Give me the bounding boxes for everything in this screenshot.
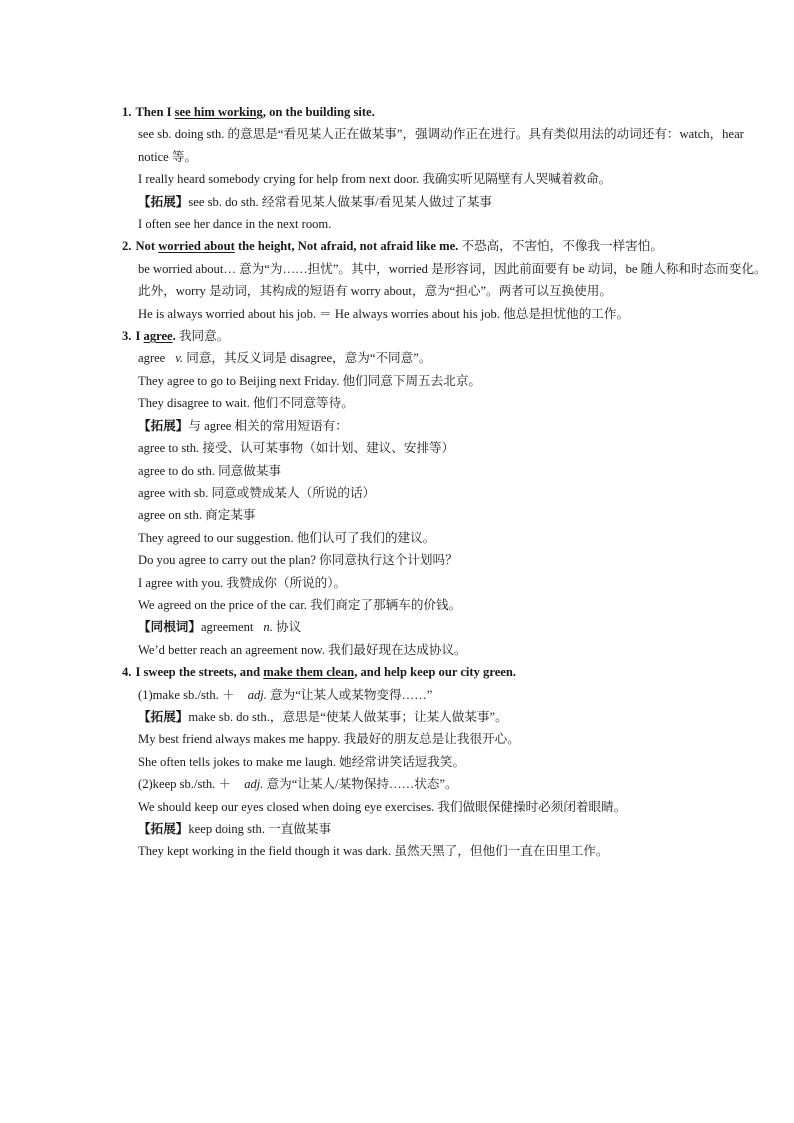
part-of-speech: v. <box>175 351 184 366</box>
note-tag: 【拓展】 <box>138 822 189 836</box>
heading-text: Not <box>135 239 159 254</box>
note-line: agree to do sth. 同意做某事 <box>138 463 282 478</box>
part-of-speech: n. <box>263 620 273 635</box>
part-of-speech: adj. <box>244 777 264 792</box>
part-of-speech: adj. <box>247 687 267 702</box>
note-tag: 【同根词】 <box>138 620 201 635</box>
heading-translation: 我同意。 <box>175 329 230 344</box>
section-number: 4. <box>122 665 132 680</box>
note-line: I really heard somebody crying for help from next door. 我确实听见隔壁有人哭喊着救命。 <box>138 172 612 187</box>
note-line: He is always worried about his job. ＝ He always worries about his job. 他总是担忧他的工作。 <box>138 306 630 321</box>
heading-text-rest: . <box>172 329 176 344</box>
note-line: 此外，worry 是动词，其构成的短语有 worry about，意为“担心”。两者可以互换使用。 <box>138 284 612 299</box>
note-text: keep doing sth. 一直做某事 <box>188 822 332 836</box>
note-line <box>122 616 794 638</box>
heading-text: I sweep the streets, and <box>135 665 264 680</box>
note-line: We should keep our eyes closed when doing eye exercises. 我们做眼保健操时必须闭着眼睛。 <box>138 799 627 814</box>
note-term: (1)make sb./sth. ＋ <box>138 687 238 702</box>
note-line: We agreed on the price of the car. 我们商定了那辆车的价钱。 <box>138 597 462 612</box>
note-text: 同意，其反义词是 disagree，意为“不同意”。 <box>183 351 432 366</box>
heading-text-rest: , and help keep our city green. <box>354 665 517 680</box>
heading-underlined-phrase: make them clean <box>263 665 355 680</box>
note-line <box>122 684 794 706</box>
note-line: I agree with you. 我赞成你（所说的）。 <box>138 575 347 590</box>
note-line: agree with sb. 同意或赞成某人（所说的话） <box>138 485 376 500</box>
note-line: My best friend always makes me happy. 我最好的朋友总是让我很开心。 <box>138 732 520 747</box>
note-term: agreement <box>200 620 254 635</box>
note-line <box>122 818 794 840</box>
note-line <box>122 347 794 369</box>
heading-text: I <box>135 329 144 344</box>
note-line: be worried about… 意为“为……担忧”。其中，worried 是形容词，因此前面要有 be 动词，be 随人称和时态而变化。 <box>138 261 767 276</box>
heading-text-rest: , on the building site. <box>262 105 375 119</box>
section-number: 1. <box>122 105 132 119</box>
note-text: 意为“让某人或某物变得……” <box>266 687 433 702</box>
note-line: They agreed to our suggestion. 他们认可了我们的建议。 <box>138 530 436 545</box>
note-text: 协议 <box>272 620 302 635</box>
note-line: They agree to go to Beijing next Friday. 他们同意下周五去北京。 <box>138 373 482 388</box>
section-heading <box>122 235 794 257</box>
note-text: see sb. do sth. 经常看见某人做某事/看见某人做过了某事 <box>188 194 493 209</box>
note-text: 与 agree 相关的常用短语有： <box>188 418 348 433</box>
heading-text: Then I <box>135 105 175 119</box>
note-tag: 【拓展】 <box>138 418 189 433</box>
note-term: (2)keep sb./sth. ＋ <box>138 777 235 792</box>
heading-text-rest: the height, Not afraid, not afraid like me. <box>234 239 459 254</box>
note-line: They kept working in the field though it was dark. 虽然天黑了，但他们一直在田里工作。 <box>138 844 609 859</box>
note-tag: 【拓展】 <box>138 709 189 724</box>
note-line: agree on sth. 商定某事 <box>138 508 256 523</box>
note-line: agree to sth. 接受、认可某事物（如计划、建议、安排等） <box>138 441 455 456</box>
note-tag: 【拓展】 <box>138 194 189 209</box>
note-line: They disagree to wait. 他们不同意等待。 <box>138 396 354 411</box>
section-number: 3. <box>122 329 132 344</box>
heading-underlined-phrase: worried about <box>158 239 235 254</box>
note-line <box>122 191 794 213</box>
note-line: see sb. doing sth. 的意思是“看见某人正在做某事”，强调动作正在进行。具有类似用法的动词还有：watch，hear <box>138 127 744 142</box>
note-line: Do you agree to carry out the plan? 你同意执行这个计划吗？ <box>138 553 458 568</box>
heading-underlined-phrase: agree <box>143 329 173 344</box>
section-heading <box>122 101 794 123</box>
note-line <box>122 706 794 728</box>
section-heading <box>122 661 794 683</box>
note-text: make sb. do sth.，意思是“使某人做某事；让某人做某事”。 <box>188 709 508 724</box>
note-line <box>122 415 794 437</box>
note-line: notice 等。 <box>138 149 198 164</box>
section-heading <box>122 325 794 347</box>
note-term: agree <box>138 351 166 366</box>
document-content <box>122 101 794 863</box>
note-line <box>122 773 794 795</box>
note-line: We’d better reach an agreement now. 我们最好现在达成协议。 <box>138 642 467 657</box>
note-line: She often tells jokes to make me laugh. 她经常讲笑话逗我笑。 <box>138 754 466 769</box>
section-number: 2. <box>122 239 132 254</box>
heading-translation: 不恐高，不害怕，不像我一样害怕。 <box>458 239 663 254</box>
note-text: 意为“让某人/某物保持……状态”。 <box>263 777 458 792</box>
heading-underlined-phrase: see him working <box>174 105 263 119</box>
note-line: I often see her dance in the next room. <box>138 217 332 232</box>
